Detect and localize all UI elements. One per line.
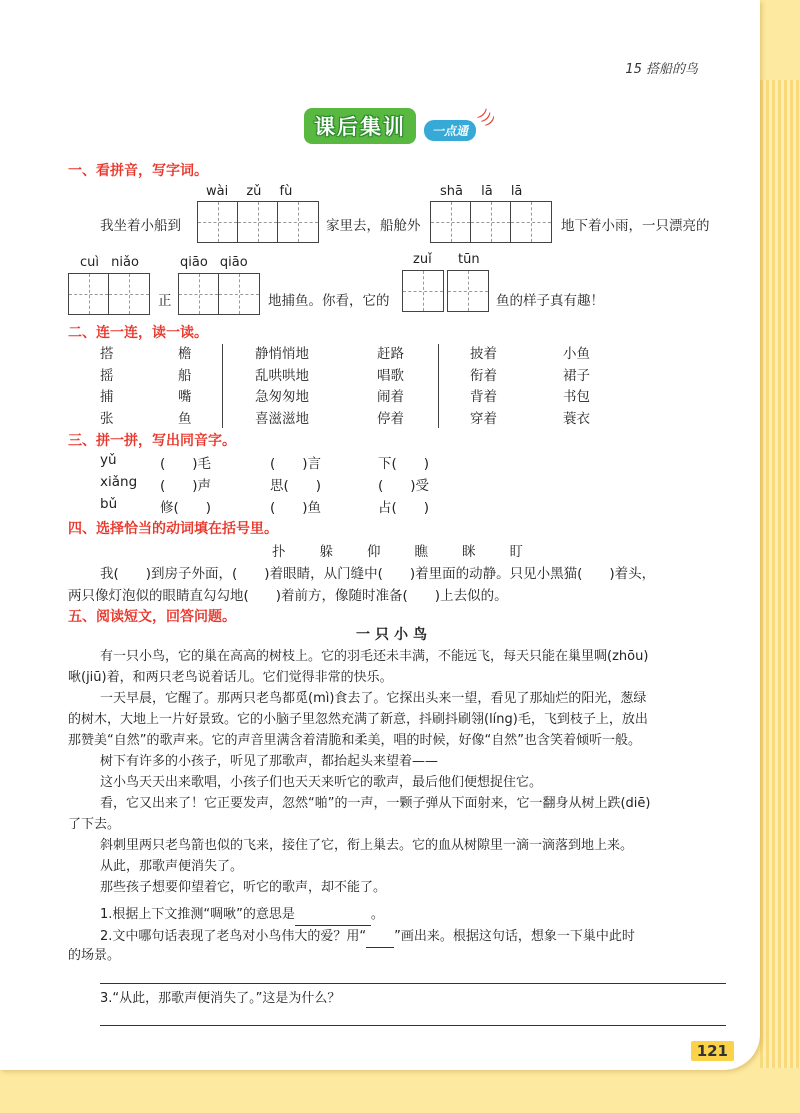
match-col-4[interactable]: 赶路 唱歌 闹着 停着 — [377, 346, 404, 427]
s1-text-3: 地下着小雨，一只漂亮的 — [561, 218, 710, 234]
homophone-py-2: xiǎng — [100, 474, 138, 490]
homophone-3c[interactable]: 占( ) — [378, 500, 430, 516]
running-head: 15 搭船的鸟 — [625, 62, 698, 77]
signal-icon: ))) — [474, 106, 498, 130]
q2-underline-sample — [366, 926, 394, 948]
s1-text-4: 正 — [158, 293, 172, 309]
pinyin-cuiniao: cuì niǎo — [80, 255, 139, 270]
match-col-3[interactable]: 静悄悄地 乱哄哄地 急匆匆地 喜滋滋地 — [255, 346, 309, 427]
question-3: 3.“从此，那歌声便消失了。”这是为什么？ — [100, 991, 341, 1006]
section-5-heading: 五、阅读短文，回答问题。 — [68, 609, 236, 625]
banner-tag: 一点通 — [424, 120, 476, 141]
homophone-2b[interactable]: 思( ) — [270, 478, 322, 494]
question-2: 2.文中哪句话表现了老鸟对小鸟伟大的爱？用“ ”画出来。根据这句话，想象一下巢中此时 — [100, 926, 635, 948]
pinyin-waizufu: wài zǔ fù — [206, 184, 293, 199]
writing-grid-cuiniao[interactable] — [68, 273, 150, 315]
pinyin-shalala: shā lā lā — [440, 184, 523, 199]
homophone-2a[interactable]: ( )声 — [160, 478, 212, 494]
homophone-py-1: yǔ — [100, 452, 117, 468]
verb-fill-line-2[interactable]: 两只像灯泡似的眼睛直勾勾地( )着前方，像随时准备( )上去似的。 — [68, 588, 508, 604]
s1-text-5: 地捕鱼。你看，它的 — [268, 293, 390, 309]
q1-answer-blank[interactable] — [295, 904, 371, 926]
homophone-3b[interactable]: ( )鱼 — [270, 500, 322, 516]
match-col-1[interactable]: 搭 摇 捕 张 — [100, 346, 114, 427]
s1-text-6: 鱼的样子真有趣！ — [496, 293, 604, 309]
divider-2 — [438, 344, 439, 428]
q3-answer-line[interactable] — [100, 1025, 726, 1026]
writing-grid-tun[interactable] — [447, 270, 489, 312]
s1-text-1: 我坐着小船到 — [100, 218, 181, 234]
passage-body: 有一只小鸟，它的巢在高高的树枝上。它的羽毛还未丰满，不能远飞，每天只能在巢里啁(zhōu) 啾(jiū)着，和两只老鸟说着话儿。它们觉得非常的快乐。 一天早晨，它醒了。那两只老鸟都觅(mì)食去了。它探出头来一望，看见了那灿烂的阳光，葱绿 的树木，大地上一片好景致。它的小脑子里忽然充满了新意，抖刷抖刷翎(líng)毛，飞到枝子上，放出 那赞美“自然”的歌声来。它的声音里满含着清脆和柔美，唱的时候，好像“自然”也含笑着倾听一般。 树下有许多的小孩子，听见了那歌声，都抬起头来望着—— 这小鸟天天出来歌唱，小孩子们也天天来听它的歌声，最后他们便想捉住它。 看，它又出来了！它正要发声，忽然“啪”的一声，一颗子弹从下面射来，它一翻身从树上跌(diē) 了下去。 斜刺里两只老鸟箭也似的飞来，接住了它，衔上巢去。它的血从树隙里一滴一滴落到地上来。 从此，那歌声便消失了。 那些孩子想要仰望着它，听它的歌声，却不能了。 — [68, 649, 651, 895]
section-3-heading: 三、拼一拼，写出同音字。 — [68, 433, 236, 449]
homophone-1b[interactable]: ( )言 — [270, 456, 322, 472]
writing-grid-shalala[interactable] — [430, 201, 552, 243]
homophone-1c[interactable]: 下( ) — [378, 456, 430, 472]
homophone-py-3: bǔ — [100, 496, 118, 512]
page-stack-edge — [760, 80, 800, 1080]
q2-answer-line[interactable] — [100, 983, 726, 984]
pinyin-zui: zuǐ — [413, 252, 432, 267]
verb-word-bank: 扑 躲 仰 瞧 眯 盯 — [272, 544, 523, 560]
s1-text-2: 家里去，船舱外 — [326, 218, 421, 234]
divider-1 — [222, 344, 223, 428]
passage-title: 一只小鸟 — [356, 627, 432, 643]
question-2-cont: 的场景。 — [68, 948, 121, 963]
homophone-3a[interactable]: 修( ) — [160, 500, 212, 516]
homophone-2c[interactable]: ( )受 — [378, 478, 430, 494]
section-2-heading: 二、连一连，读一读。 — [68, 325, 208, 341]
section-banner — [300, 108, 496, 144]
pinyin-tun: tūn — [458, 252, 480, 267]
section-4-heading: 四、选择恰当的动词填在括号里。 — [68, 521, 278, 537]
match-col-5[interactable]: 披着 衔着 背着 穿着 — [470, 346, 497, 427]
section-1-heading: 一、看拼音，写字词。 — [68, 163, 208, 179]
page-number: 121 — [691, 1041, 734, 1061]
page-bottom-margin — [0, 1068, 800, 1113]
homophone-1a[interactable]: ( )毛 — [160, 456, 212, 472]
writing-grid-qiaoqiao[interactable] — [178, 273, 260, 315]
question-1: 1.根据上下文推测“啁啾”的意思是 。 — [100, 904, 384, 926]
match-col-6[interactable]: 小鱼 裙子 书包 蓑衣 — [563, 346, 590, 427]
writing-grid-waizufu[interactable] — [197, 201, 319, 243]
pinyin-qiaoqiao: qiāo qiāo — [180, 255, 248, 270]
match-col-2[interactable]: 檐 船 嘴 鱼 — [178, 346, 192, 427]
verb-fill-line-1[interactable]: 我( )到房子外面，( )着眼睛，从门缝中( )着里面的动静。只见小黑猫( )着头， — [100, 566, 656, 582]
writing-grid-zui[interactable] — [402, 270, 444, 312]
banner-title: 课后集训 — [304, 108, 416, 144]
